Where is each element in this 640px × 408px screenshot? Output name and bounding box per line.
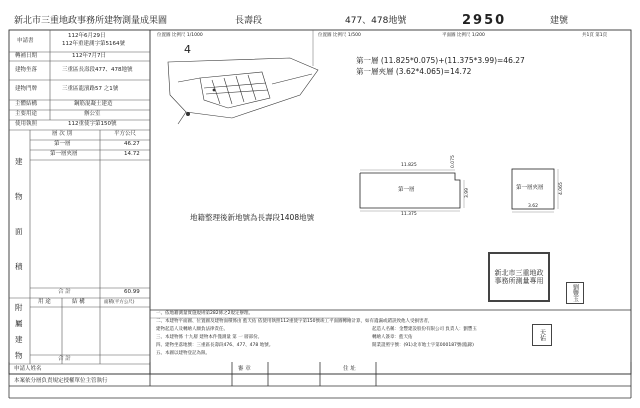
floor-plan-scale-label: 平面圖 比例尺 1/200	[442, 33, 485, 38]
attached-header-area: 面積(平方公尺)	[104, 300, 135, 305]
starter-name: 起造人名稱：金豐建設股份有限公司 負責人：劉豐玉	[372, 327, 477, 332]
dim-right-a: 0.075	[451, 155, 456, 168]
note-line: 二、本建物平面圖、位置圖及建物面積係由 藍天佑 依使用執照112重使字第150號竣工平面圖轉繪計算，如有遺漏或錯誤致他人受損害者，	[156, 319, 433, 324]
label-transfer-date: 轉補日期	[15, 53, 38, 59]
area-row-value: 46.27	[124, 141, 140, 147]
area-total-value: 60.99	[124, 289, 140, 295]
label-license: 使用執照	[15, 121, 38, 127]
area-row-level: 第一層夾層	[50, 151, 78, 157]
attached-header-usage: 用 途	[38, 299, 51, 305]
area-calc-floor1: 第一層 (11.825*0.075)+(11.375*3.99)=46.27	[356, 56, 525, 65]
area-row-level: 第一層	[54, 141, 71, 147]
label-building-location: 建物坐落	[15, 67, 38, 73]
label-usage: 主要用途	[15, 111, 38, 117]
value-structure: 鋼筋混凝土建造	[74, 101, 113, 107]
value-application-number: 112年重建測字第5164號	[62, 41, 125, 47]
attached-label-char: 附	[15, 303, 23, 312]
dim-bottom: 11.375	[401, 212, 417, 217]
side-label-char: 物	[15, 192, 23, 201]
personal-seal: 劉豐玉	[566, 282, 584, 304]
area-row-value: 14.72	[124, 151, 140, 157]
plan-scale-label-2: 位置圖 比例尺 1/500	[318, 33, 361, 38]
dim-right-b: 3.99	[465, 187, 470, 198]
mezz-width: 3.62	[528, 204, 539, 209]
side-label-char: 面	[15, 227, 23, 236]
attached-label-char: 屬	[15, 319, 23, 328]
value-transfer-date: 112年7月7日	[72, 53, 106, 59]
value-building-location: 三重區長壽段477、478地號	[62, 67, 133, 73]
attached-header-structure: 結 構	[72, 299, 85, 305]
map-number: 4	[184, 43, 191, 56]
attached-label-char: 物	[15, 351, 23, 360]
small-seal: 天佑	[532, 324, 552, 346]
authorization-note: 本案依分層負責規定授權單位主管執行	[14, 378, 108, 384]
area-header-level: 層 次 別	[52, 131, 72, 137]
area-header-sqm: 平方公尺	[114, 131, 137, 137]
applicant-label: 申請人姓名	[14, 366, 42, 372]
review-label: 審 章	[238, 366, 251, 372]
side-label-char: 建	[15, 157, 23, 166]
area-calc-mezzanine: 第一層夾層 (3.62*4.065)=14.72	[356, 67, 472, 76]
mezz-height: 4.065	[559, 182, 564, 195]
note-line: 一、依地籍測量實施規則第282條之2規定辦理。	[156, 311, 253, 316]
value-license: 112重使字第150號	[68, 121, 117, 127]
dim-top: 11.825	[401, 163, 417, 168]
plan-scale-label: 位置圖 比例尺 1/1000	[157, 33, 203, 38]
note-line: 四、建物坐落地號：三重區長壽段476、477、478 地號。	[156, 343, 274, 348]
office-seal-text: 新北市三重地政事務所測量專用	[494, 268, 544, 285]
attached-label-char: 建	[15, 335, 23, 344]
license-number: 開業證照字號：(91)北市地士字第000187號(臨錄)	[372, 343, 474, 348]
note-line: 三、本建物係 十九層 建物本件僅測量 第 一 層部份。	[156, 335, 263, 340]
attached-total-label: 合 計	[58, 356, 71, 362]
value-usage: 辦公室	[84, 111, 101, 117]
drafter-name: 轉繪人簽章：藍天佑	[372, 335, 413, 340]
note-line: 建物起造人及轉繪人願負法律責任。	[156, 327, 228, 332]
section-name: 長壽段	[235, 16, 263, 26]
value-address: 三重區龍濱路57 之1號	[62, 86, 119, 92]
side-label-char: 積	[15, 262, 23, 271]
building-number: 2950	[462, 13, 507, 28]
area-total-label: 合 計	[58, 289, 71, 295]
office-seal	[488, 252, 550, 302]
label-structure: 主體結構	[15, 101, 38, 107]
mezz-label: 第一層夾層	[516, 185, 544, 191]
note-line: 五、本圖以建物登記為限。	[156, 351, 210, 356]
address-label: 住 址	[343, 366, 356, 372]
building-number-suffix: 建號	[550, 16, 569, 26]
land-number: 477、478地號	[345, 16, 407, 26]
label-address: 建物門牌	[15, 86, 38, 92]
page-indicator: 共1頁 第1頁	[582, 33, 608, 38]
office-title: 新北市三重地政事務所建物測量成果圖	[14, 16, 168, 26]
new-land-number-note: 地籍整理後新地號為長壽段1408地號	[190, 213, 315, 222]
label-application: 申請書	[17, 38, 34, 44]
value-application-date: 112年6月29日	[68, 33, 106, 39]
floor1-label: 第一層	[398, 187, 415, 193]
